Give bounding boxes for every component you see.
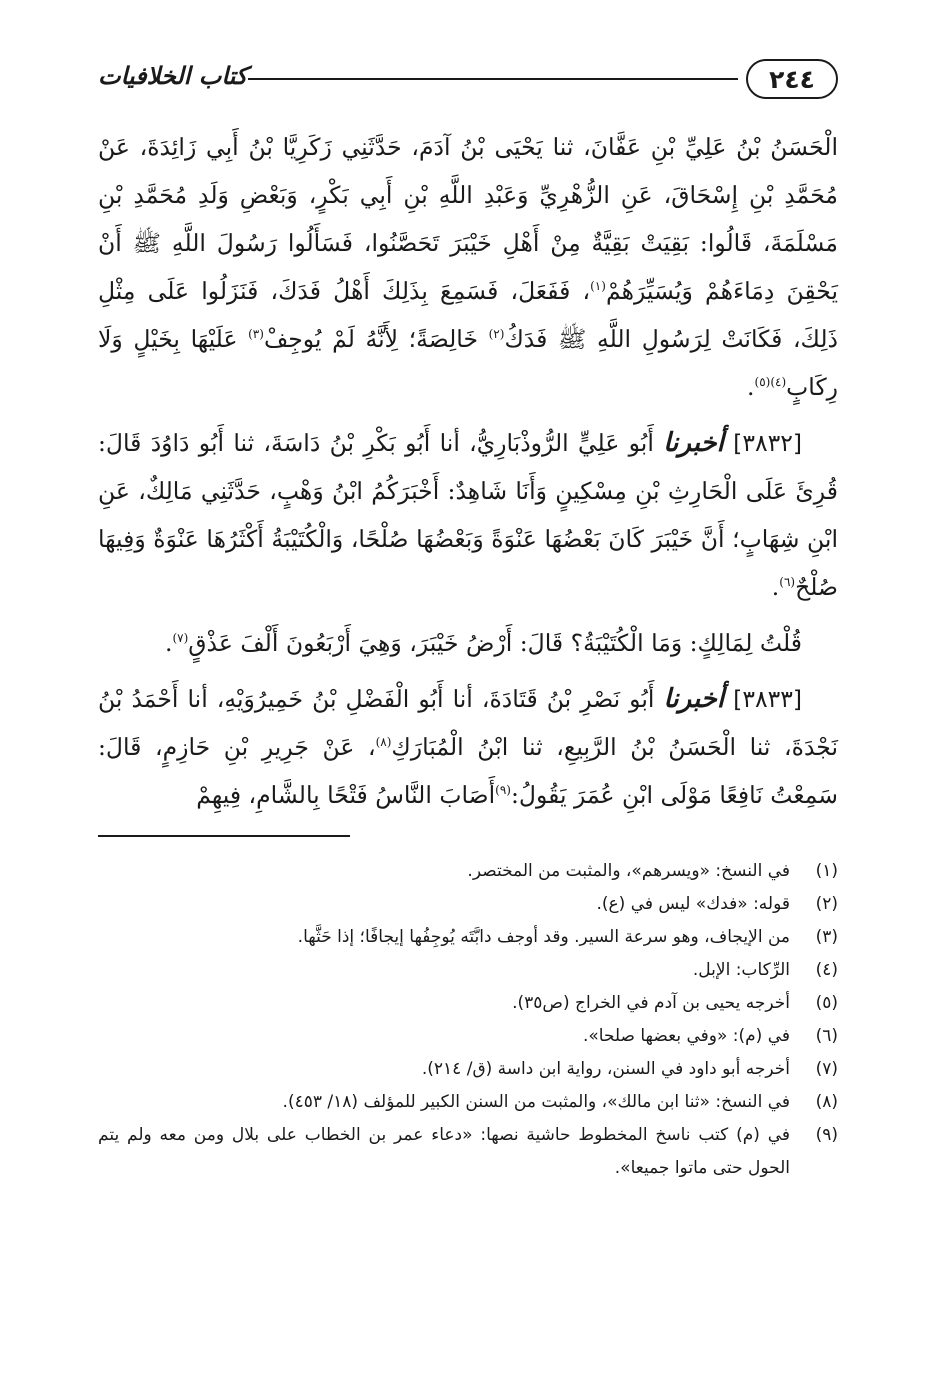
footnote-item bbox=[98, 888, 838, 921]
text-segment: أَبُو عَلِيٍّ الرُّوذْبَارِيُّ، أنا أَبُو بَكْرِ بْنُ دَاسَةَ، ثنا أَبُو دَاوُدَ قَالَ: قُرِئَ عَلَى الْحَارِثِ بْنِ مِسْكِينٍ وَأَنَا شَاهِدٌ: أَخْبَرَكُمُ ابْنُ وَهْبٍ، حَدَّثَنِي مَالِكٌ، عَنِ ابْنِ شِهَابٍ؛ أَنَّ خَيْبَرَ كَانَ بَعْضُهَا عَنْوَةً وَبَعْضُهَا صُلْحًا، وَالْكُتَيْبَةُ أَكْثَرُهَا عَنْوَةٌ وَفِيهَا صُلْحٌ bbox=[98, 429, 838, 601]
hadith-number: [٣٨٣٣] bbox=[733, 685, 802, 713]
footnote-item bbox=[98, 855, 838, 888]
footnote-item bbox=[98, 987, 838, 1020]
footnote-item bbox=[98, 1053, 838, 1086]
text-segment: أَبُو نَصْرِ بْنُ قَتَادَةَ، أنا أَبُو الْفَضْلِ بْنُ خَمِيرُوَيْهِ، أنا أَحْمَدُ بْنُ نَجْدَةَ، ثنا الْحَسَنُ بْنُ الرَّبِيعِ، ثنا ابْنُ الْمُبَارَكِ bbox=[98, 685, 838, 761]
footnote-marker[interactable]: (١) bbox=[590, 279, 606, 294]
footnote-text: في (م): «وفي بعضها صلحا». bbox=[582, 1026, 790, 1046]
footnote-marker[interactable]: (٨) bbox=[375, 735, 392, 750]
text-segment: ، عَنْ جَرِيرِ بْنِ حَازِمٍ، قَالَ: سَمِعْتُ نَافِعًا مَوْلَى ابْنِ عُمَرَ يَقُولُ: bbox=[98, 733, 838, 809]
page-header bbox=[98, 55, 838, 115]
footnote-text: في النسخ: «ويسرهم»، والمثبت من المختصر. bbox=[467, 861, 790, 881]
footnote-text: من الإيجاف، وهو سرعة السير. وقد أوجف دابَّتَه يُوجِفُها إيجافًا؛ إذا حَثَّها. bbox=[297, 927, 790, 947]
text-segment: . bbox=[164, 629, 173, 657]
akhbarana-keyword: أخبرنا bbox=[663, 428, 724, 458]
paragraph-hadith-3832 bbox=[98, 419, 838, 611]
text-segment: . bbox=[747, 373, 755, 401]
book-page bbox=[98, 55, 838, 1355]
footnote-number: (٤) bbox=[815, 960, 838, 980]
header-rule bbox=[248, 78, 738, 80]
text-segment: . bbox=[771, 573, 780, 601]
book-title: كتاب الخلافيات bbox=[98, 61, 248, 90]
footnote-marker[interactable]: (٤)(٥) bbox=[754, 375, 787, 390]
paragraph-hadith-3833 bbox=[98, 675, 838, 819]
text-segment: الْحَسَنُ بْنُ عَلِيِّ بْنِ عَفَّانَ، ثنا يَحْيَى بْنُ آدَمَ، حَدَّثَنِي زَكَرِيَّا بْنُ أَبِي زَائِدَةَ، عَنْ مُحَمَّدِ بْنِ إِسْحَاقَ، عَنِ الزُّهْرِيِّ وَعَبْدِ اللَّهِ بْنِ أَبِي بَكْرٍ، وَبَعْضِ وَلَدِ مُحَمَّدِ بْنِ مَسْلَمَةَ، قَالُوا: بَقِيَتْ بَقِيَّةٌ مِنْ أَهْلِ خَيْبَرَ تَحَصَّنُوا، فَسَأَلُوا رَسُولَ اللَّهِ ﷺ أَنْ يَحْقِنَ دِمَاءَهُمْ وَيُسَيِّرَهُمْ bbox=[98, 133, 838, 305]
footnote-marker[interactable]: (٣) bbox=[248, 327, 264, 342]
text-segment: عَلَيْهَا بِخَيْلٍ وَلَا رِكَابٍ bbox=[98, 325, 838, 401]
text-segment: قُلْتُ لِمَالِكٍ: وَمَا الْكُتَيْبَةُ؟ قَالَ: أَرْضُ خَيْبَرَ، وَهِيَ أَرْبَعُونَ أَلْفَ عَذْقٍ bbox=[188, 629, 802, 657]
text-segment: خَالِصَةً؛ لِأَنَّهُ لَمْ يُوجِفْ bbox=[263, 325, 489, 353]
footnote-text: في (م) كتب ناسخ المخطوط حاشية نصها: «دعاء عمر بن الخطاب على بلال ومن معه ولم يتم الحول حتى ماتوا جميعا». bbox=[98, 1125, 790, 1178]
footnote-divider-wrap bbox=[98, 819, 838, 855]
footnote-number: (٩) bbox=[815, 1125, 838, 1145]
text-segment: ، فَفَعَلَ، فَسَمِعَ بِذَلِكَ أَهْلُ فَدَكَ، فَنَزَلُوا عَلَى مِثْلِ ذَلِكَ، فَكَانَتْ لِرَسُولِ اللَّهِ ﷺ فَدَكُ bbox=[98, 277, 838, 353]
footnote-text: قوله: «فدك» ليس في (ع). bbox=[596, 894, 790, 914]
footnote-item bbox=[98, 1086, 838, 1119]
main-text bbox=[98, 123, 838, 819]
footnote-item bbox=[98, 921, 838, 954]
footnote-marker[interactable]: (٦) bbox=[779, 575, 796, 590]
footnote-text: في النسخ: «ثنا ابن مالك»، والمثبت من السنن الكبير للمؤلف (١٨/ ٤٥٣). bbox=[282, 1092, 790, 1112]
footnote-text: أخرجه أبو داود في السنن، رواية ابن داسة (ق/ ٢١٤). bbox=[421, 1059, 790, 1079]
footnote-number: (١) bbox=[815, 861, 838, 881]
footnotes bbox=[98, 855, 838, 1185]
footnote-number: (٣) bbox=[815, 927, 838, 947]
akhbarana-keyword: أخبرنا bbox=[663, 684, 725, 714]
footnote-marker[interactable]: (٢) bbox=[488, 327, 505, 342]
footnote-number: (٦) bbox=[815, 1026, 838, 1046]
footnote-item bbox=[98, 954, 838, 987]
footnote-number: (٧) bbox=[815, 1059, 838, 1079]
paragraph-hadith-continuation bbox=[98, 123, 838, 411]
footnote-divider bbox=[98, 835, 350, 837]
footnote-item bbox=[98, 1020, 838, 1053]
hadith-number: [٣٨٣٢] bbox=[733, 429, 802, 457]
footnote-marker[interactable]: (٩) bbox=[495, 783, 511, 798]
footnote-text: أخرجه يحيى بن آدم في الخراج (ص٣٥). bbox=[512, 993, 790, 1013]
footnote-number: (٥) bbox=[815, 993, 838, 1013]
footnote-number: (٨) bbox=[815, 1092, 838, 1112]
footnote-text: الرِّكاب: الإبل. bbox=[692, 960, 790, 980]
text-segment: أَصَابَ النَّاسُ فَتْحًا بِالشَّامِ، فِيهِمْ bbox=[196, 781, 496, 809]
page-number: ٢٤٤ bbox=[746, 59, 838, 99]
footnote-item bbox=[98, 1119, 838, 1185]
footnote-marker[interactable]: (٧) bbox=[172, 631, 189, 646]
footnote-number: (٢) bbox=[815, 894, 838, 914]
paragraph-malik-question bbox=[98, 619, 838, 667]
